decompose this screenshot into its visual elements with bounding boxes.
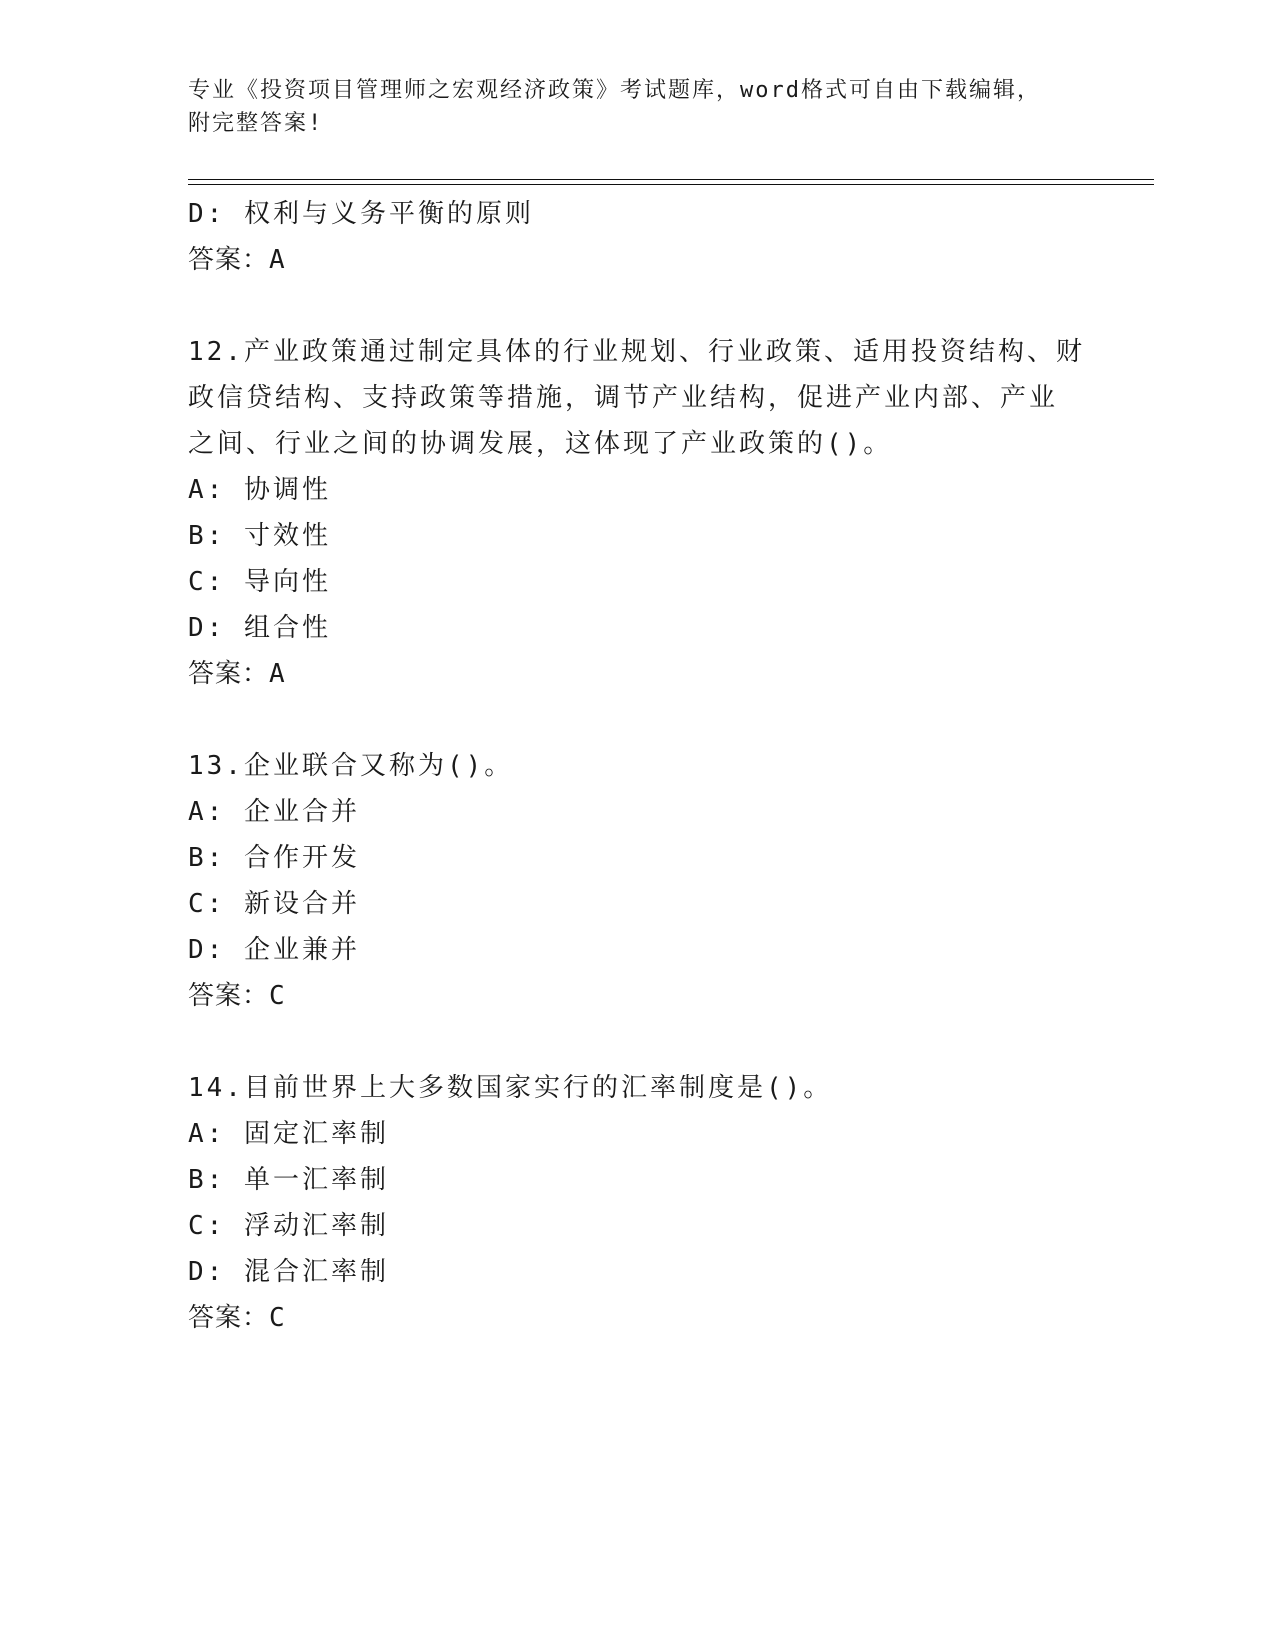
answer-label: 答案：	[188, 1303, 270, 1333]
prev-option-d: D: 权利与义务平衡的原则	[188, 199, 534, 229]
header-line-1: 专业《投资项目管理师之宏观经济政策》考试题库，word格式可自由下载编辑，	[188, 78, 1041, 103]
option-c: C: 导向性	[188, 567, 331, 597]
option-b: B: 单一汇率制	[188, 1165, 389, 1195]
option-b: B: 合作开发	[188, 843, 360, 873]
option-d: D: 组合性	[188, 613, 331, 643]
question-stem-line: 14.目前世界上大多数国家实行的汇率制度是()。	[188, 1073, 833, 1103]
answer-value: A	[269, 245, 286, 275]
option-c: C: 新设合并	[188, 889, 360, 919]
question-13	[188, 743, 1088, 1019]
document-header	[188, 74, 1088, 140]
question-12	[188, 329, 1088, 697]
option-a: A: 协调性	[188, 475, 331, 505]
question-stem-line: 政信贷结构、支持政策等措施，调节产业结构，促进产业内部、产业	[188, 383, 1059, 413]
spacer	[188, 283, 1088, 329]
question-stem-line: 13.企业联合又称为()。	[188, 751, 514, 781]
spacer	[188, 1019, 1088, 1065]
answer	[188, 651, 1088, 697]
question-content	[188, 191, 1088, 1341]
answer	[188, 973, 1088, 1019]
spacer	[188, 697, 1088, 743]
question-stem-line: 12.产业政策通过制定具体的行业规划、行业政策、适用投资结构、财	[188, 337, 1085, 367]
answer-label: 答案：	[188, 981, 270, 1011]
header-line-2: 附完整答案!	[188, 111, 324, 136]
answer-value: C	[269, 981, 286, 1011]
header-divider-top	[188, 179, 1154, 180]
answer-label: 答案：	[188, 659, 270, 689]
question-stem-line: 之间、行业之间的协调发展，这体现了产业政策的()。	[188, 429, 893, 459]
answer	[188, 1295, 1088, 1341]
option-b: B: 寸效性	[188, 521, 331, 551]
answer-value: A	[269, 659, 286, 689]
option-a: A: 企业合并	[188, 797, 360, 827]
header-divider-bottom	[188, 184, 1154, 185]
question-14	[188, 1065, 1088, 1341]
option-a: A: 固定汇率制	[188, 1119, 389, 1149]
prev-answer	[188, 237, 1088, 283]
option-d: D: 企业兼并	[188, 935, 360, 965]
answer-value: C	[269, 1303, 286, 1333]
answer-label: 答案：	[188, 245, 270, 275]
option-d: D: 混合汇率制	[188, 1257, 389, 1287]
option-c: C: 浮动汇率制	[188, 1211, 389, 1241]
